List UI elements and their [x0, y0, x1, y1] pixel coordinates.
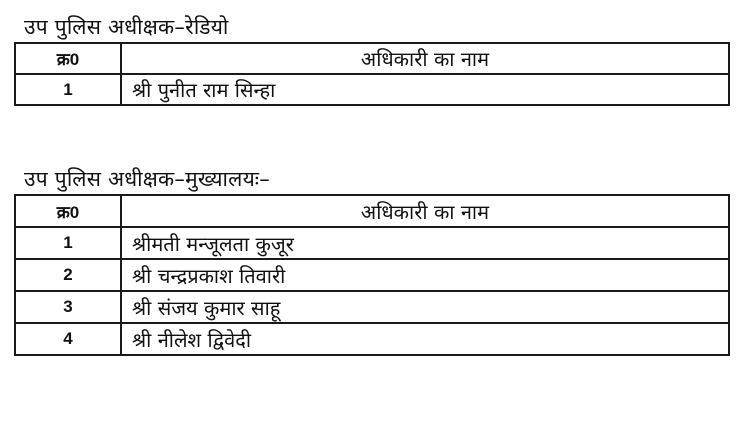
name-cell: श्री नीलेश द्विवेदी — [121, 323, 729, 355]
table-header-row — [15, 43, 729, 74]
serial-column-header: क्र0 — [15, 43, 121, 74]
name-cell: श्री संजय कुमार साहू — [121, 291, 729, 323]
table-row — [15, 291, 729, 323]
officer-table — [14, 42, 730, 106]
serial-cell: 1 — [15, 74, 121, 105]
section-heading: उप पुलिस अधीक्षक–मुख्यालयः– — [24, 167, 270, 191]
table-header-row — [15, 195, 729, 227]
table-row — [15, 74, 729, 105]
serial-cell: 1 — [15, 227, 121, 259]
headquarters-section — [14, 166, 730, 356]
name-cell: श्री पुनीत राम सिन्हा — [121, 74, 729, 105]
name-column-header: अधिकारी का नाम — [121, 195, 729, 227]
radio-section — [14, 14, 730, 106]
officer-table — [14, 194, 730, 356]
serial-cell: 4 — [15, 323, 121, 355]
serial-column-header: क्र0 — [15, 195, 121, 227]
serial-cell: 2 — [15, 259, 121, 291]
section-heading: उप पुलिस अधीक्षक–रेडियो — [24, 15, 229, 39]
table-row — [15, 323, 729, 355]
name-column-header: अधिकारी का नाम — [121, 43, 729, 74]
table-row — [15, 259, 729, 291]
name-cell: श्री चन्द्रप्रकाश तिवारी — [121, 259, 729, 291]
name-cell: श्रीमती मन्जूलता कुजूर — [121, 227, 729, 259]
serial-cell: 3 — [15, 291, 121, 323]
table-row — [15, 227, 729, 259]
